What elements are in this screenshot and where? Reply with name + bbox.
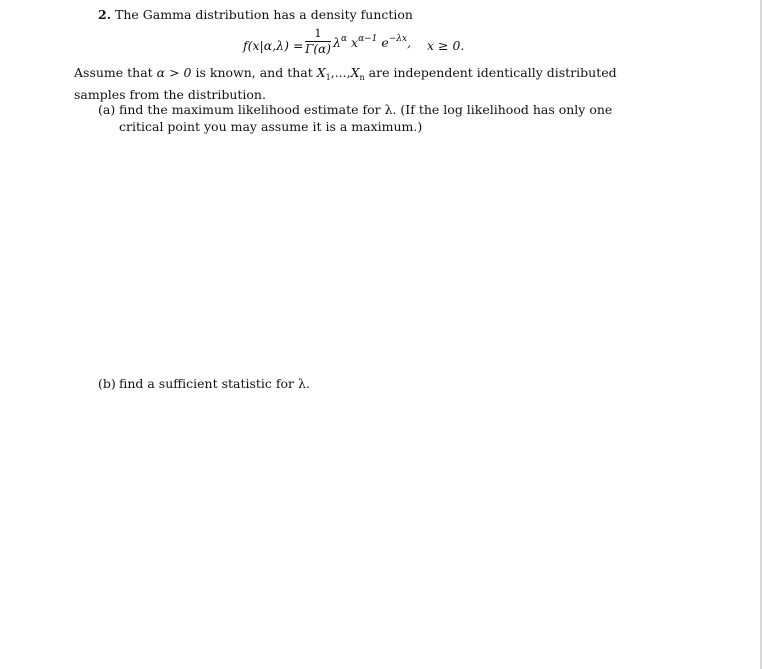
fraction-denominator: Γ(α)	[305, 42, 331, 56]
rhs-e-exp: −λx	[388, 34, 408, 44]
rhs-lambda-exp: α	[340, 34, 348, 44]
formula-rhs	[333, 34, 411, 50]
formula-condition: x ≥ 0.	[427, 38, 465, 53]
assumption-paragraph	[74, 64, 649, 103]
alpha-condition: α > 0	[156, 65, 192, 80]
rhs-x: x	[351, 35, 359, 50]
problem-number: 2.	[98, 7, 112, 22]
formula-fraction	[305, 28, 331, 56]
density-formula	[243, 28, 483, 60]
problem-heading	[98, 7, 413, 22]
sample-xn-sub: n	[359, 73, 365, 82]
part-a	[98, 101, 638, 135]
assumption-part3: are independent identically distributed samples from the distribution.	[74, 65, 617, 102]
rhs-lambda: λ	[333, 35, 341, 50]
fraction-numerator: 1	[314, 27, 322, 40]
sample-x1: X	[316, 65, 326, 80]
part-b-text: find a sufficient statistic for λ.	[119, 376, 310, 391]
sample-ellipsis: ,...,	[330, 65, 351, 80]
part-b-label: (b)	[98, 376, 116, 391]
formula-lhs: f(x|α,λ) =	[243, 38, 304, 53]
assumption-part1: Assume that	[74, 65, 153, 80]
problem-heading-text: The Gamma distribution has a density function	[115, 7, 413, 22]
rhs-comma: ,	[407, 35, 412, 50]
sample-xn: X	[350, 65, 360, 80]
part-a-text: find the maximum likelihood estimate for λ. (If the log likelihood has only one critical point you may assume it is a maximum.)	[119, 102, 613, 134]
part-a-label: (a)	[98, 102, 116, 117]
rhs-e: e	[381, 35, 389, 50]
rhs-x-exp: α−1	[358, 34, 378, 44]
assumption-part2: is known, and that	[195, 65, 313, 80]
sample-x1-sub: 1	[325, 73, 331, 82]
part-b	[98, 375, 638, 392]
